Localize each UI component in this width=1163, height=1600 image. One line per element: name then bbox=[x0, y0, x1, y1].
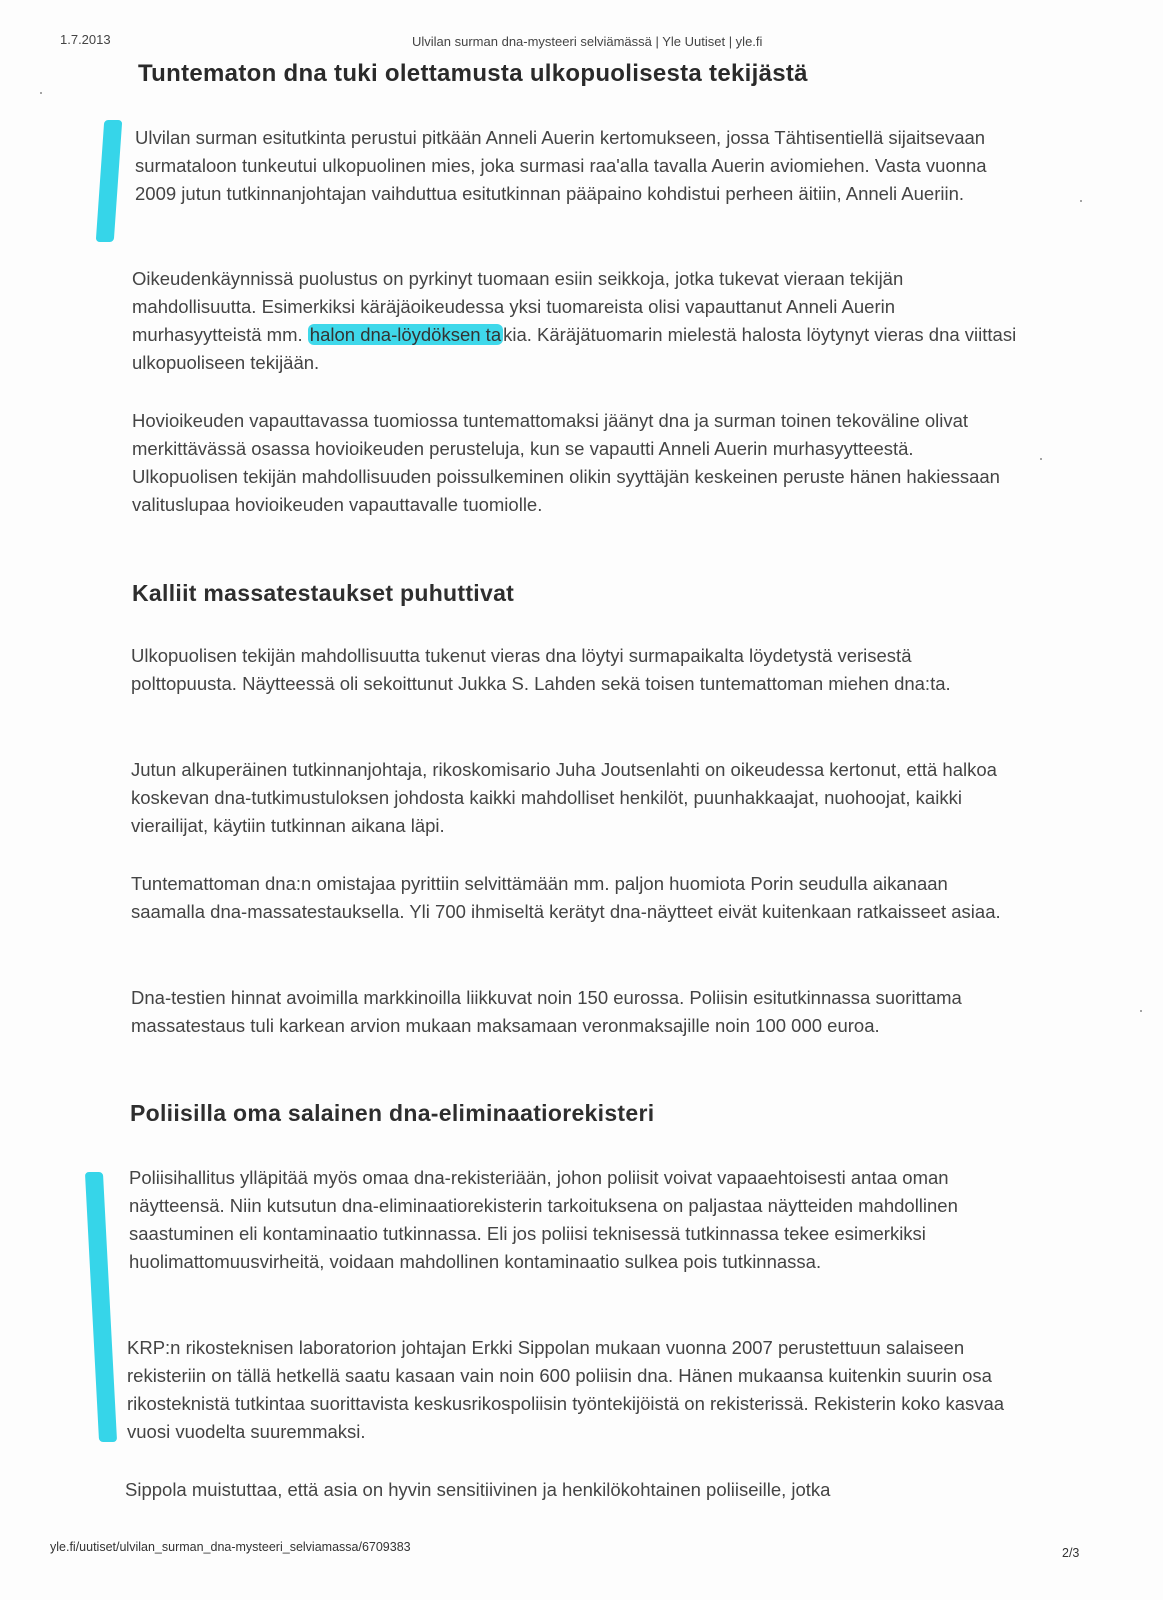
print-header-title: Ulvilan surman dna-mysteeri selviämässä | Yle Uutiset | yle.fi bbox=[412, 34, 763, 49]
paragraph-s2-p2 bbox=[131, 756, 1021, 840]
paragraph-text: KRP:n rikosteknisen laboratorion johtajan Erkki Sippolan mukaan vuonna 2007 perustettuun salaiseen rekisteriin on tällä hetkellä saatu kasaan vain noin 600 poliisin dna. Hänen mukaansa kuitenkin suurin osa rikosteknistä tutkintaa suorittavista keskusrikospoliisin työntekijöistä on rekisterissä. Rekisterin koko kasvaa vuosi vuodelta suuremmaksi. bbox=[127, 1337, 1005, 1442]
paragraph-text: Hovioikeuden vapauttavassa tuomiossa tuntemattomaksi jäänyt dna ja surman toinen tekoväline olivat merkittävässä osassa hovioikeuden perusteluja, kun se vapautti Anneli Auerin murhasyytteestä. Ulkopuolisen tekijän mahdollisuuden poissulkeminen olikin syyttäjän keskeinen peruste hänen hakiessaan valituslupaa hovioikeuden vapauttavalle tuomiolle. bbox=[132, 410, 1000, 515]
paragraph-text: Tuntemattoman dna:n omistajaa pyrittiin selvittämään mm. paljon huomiota Porin seudulla aikanaan saamalla dna-massatestauksella. Yli 700 ihmiseltä kerätyt dna-näytteet eivät kuitenkaan ratkaisseet asiaa. bbox=[131, 873, 1001, 922]
paragraph-s1-p2 bbox=[132, 265, 1022, 377]
heading-elimination-registry: Poliisilla oma salainen dna-eliminaatiorekisteri bbox=[130, 1100, 655, 1126]
paragraph-s1-p1 bbox=[135, 124, 1025, 208]
paragraph-text bbox=[132, 265, 1022, 377]
paragraph-s3-p2 bbox=[127, 1334, 1017, 1446]
paragraph-text: Poliisihallitus ylläpitää myös omaa dna-rekisteriään, johon poliisit voivat vapaaehtoisesti antaa oman näytteensä. Niin kutsutun dna-eliminaatiorekisterin tarkoituksena on paljastaa näytteiden mahdollinen saastuminen eli kontaminaatio tutkinnassa. Eli jos poliisi teknisessä tutkinnassa tekee esimerkiksi huolimattomuusvirheitä, voidaan mahdollinen kontaminaatio sulkea pois tutkinnassa. bbox=[129, 1167, 958, 1272]
heading-mass-testing: Kalliit massatestaukset puhuttivat bbox=[132, 580, 515, 606]
highlighter-mark-top bbox=[96, 120, 123, 242]
highlighter-mark-bottom bbox=[85, 1172, 117, 1442]
paragraph-s3-p1 bbox=[129, 1164, 1019, 1276]
heading-unknown-dna: Tuntematon dna tuki olettamusta ulkopuolisesta tekijästä bbox=[138, 60, 808, 87]
text-run: Oikeudenkäynnissä puolustus on pyrkinyt tuomaan esiin seikkoja, jotka tukevat vieraan tekijän mahdollisuutta. Esimerkiksi käräjäoikeudessa yksi tuomareista olisi vapauttanut Anneli Auerin murhasyytteistä mm. bbox=[132, 268, 904, 345]
footer-page-number: 2/3 bbox=[1062, 1546, 1080, 1560]
footer-url: yle.fi/uutiset/ulvilan_surman_dna-mysteeri_selviamassa/6709383 bbox=[50, 1540, 411, 1554]
text-run: kia. Käräjätuomarin mielestä halosta löytynyt vieras dna viittasi ulkopuoliseen tekijään. bbox=[132, 324, 1017, 373]
paragraph-s3-p3 bbox=[125, 1476, 1015, 1504]
paragraph-text: Ulkopuolisen tekijän mahdollisuutta tukenut vieras dna löytyi surmapaikalta löydetystä verisestä polttopuusta. Näytteessä oli sekoittunut Jukka S. Lahden sekä toisen tuntemattoman miehen dna:ta. bbox=[131, 645, 951, 694]
highlighted-text: halon dna-löydöksen ta bbox=[309, 324, 502, 345]
scan-speck bbox=[1080, 200, 1082, 202]
paragraph-s2-p4 bbox=[131, 984, 1021, 1040]
print-date: 1.7.2013 bbox=[60, 32, 111, 47]
scan-speck bbox=[40, 92, 42, 94]
scan-speck bbox=[1040, 458, 1042, 460]
paragraph-text: Sippola muistuttaa, että asia on hyvin sensitiivinen ja henkilökohtainen poliiseille, jotka bbox=[125, 1479, 831, 1500]
paragraph-text: Ulvilan surman esitutkinta perustui pitkään Anneli Auerin kertomukseen, jossa Tähtisentiellä sijaitsevaan surmataloon tunkeutui ulkopuolinen mies, joka surmasi raa'alla tavalla Auerin aviomiehen. Vasta vuonna 2009 jutun tutkinnanjohtajan vaihduttua esitutkinnan pääpaino kohdistui perheen äitiin, Anneli Aueriin. bbox=[135, 127, 987, 204]
paragraph-text: Dna-testien hinnat avoimilla markkinoilla liikkuvat noin 150 eurossa. Poliisin esitutkinnassa suorittama massatestaus tuli karkean arvion mukaan maksamaan veronmaksajille noin 100 000 euroa. bbox=[131, 987, 962, 1036]
paragraph-s2-p1 bbox=[131, 642, 1021, 698]
paragraph-s1-p3 bbox=[132, 407, 1022, 519]
paragraph-text: Jutun alkuperäinen tutkinnanjohtaja, rikoskomisario Juha Joutsenlahti on oikeudessa kertonut, että halkoa koskevan dna-tutkimustuloksen johdosta kaikki mahdolliset henkilöt, puunhakkaajat, nuohoojat, kaikki vierailijat, käytiin tutkinnan aikana läpi. bbox=[131, 759, 997, 836]
scan-speck bbox=[1140, 1010, 1142, 1012]
paragraph-s2-p3 bbox=[131, 870, 1021, 926]
